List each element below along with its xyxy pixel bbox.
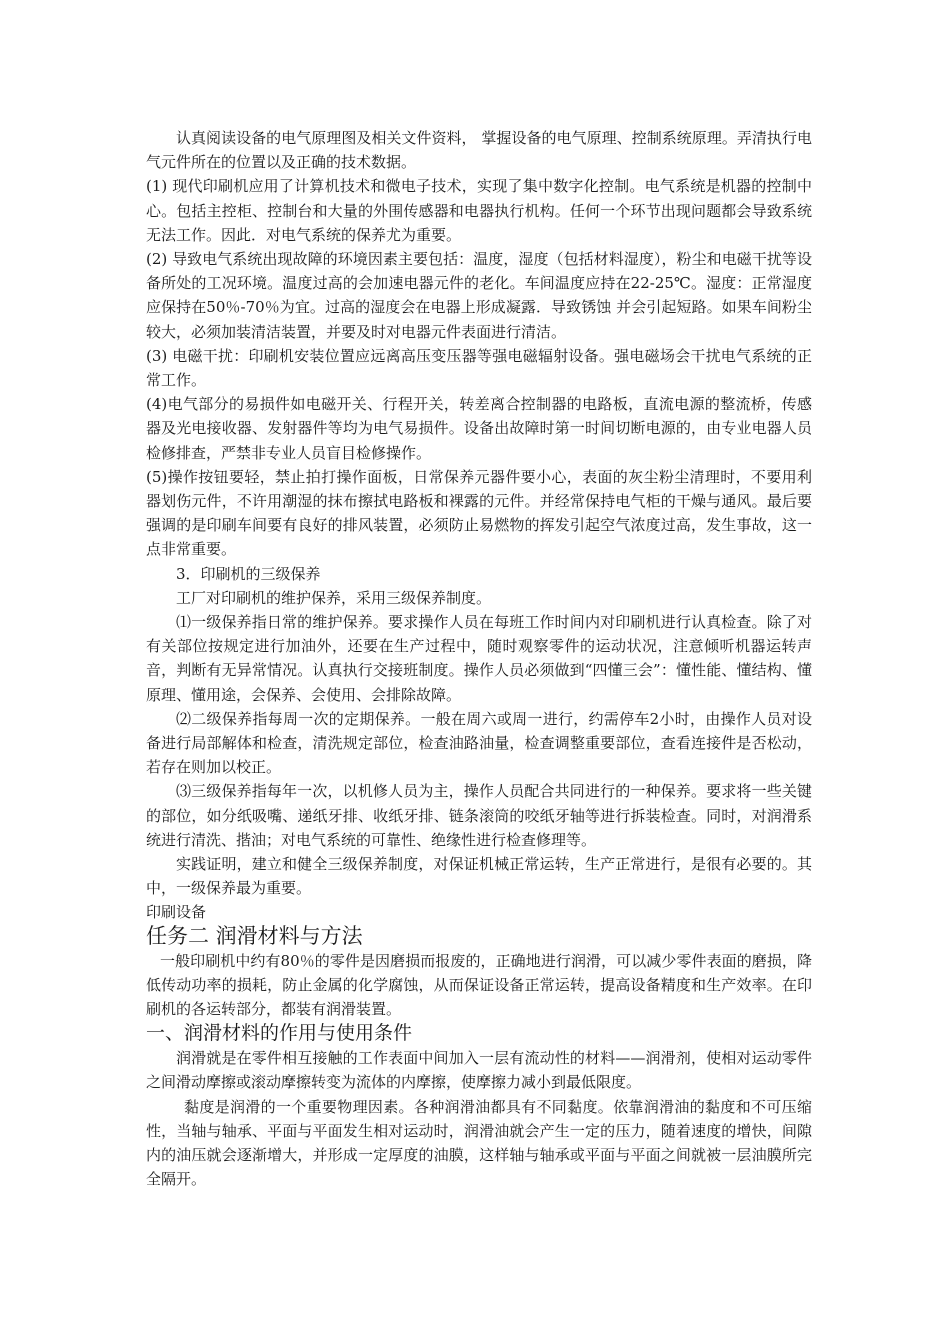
document-page [146,126,812,1191]
paragraph: 一般印刷机中约有80％的零件是因磨损而报废的，正确地进行润滑，可以减少零件表面的磨损，降低传动功率的损耗，防止金属的化学腐蚀，从而保证设备正常运转，提高设备精度和生产效率。在印刷机的各运转部分，都装有润滑装置。 [146,951,812,1018]
paragraph: 黏度是润滑的一个重要物理因素。各种润滑油都具有不同黏度。依靠润滑油的黏度和不可压缩性，当轴与轴承、平面与平面发生相对运动时，润滑油就会产生一定的压力，随着速度的增快，间隙内的油压就会逐渐增大，并形成一定厚度的油膜，这样轴与轴承或平面与平面之间就被一层油膜所完全隔开。 [146,1097,812,1189]
paragraph: 实践证明，建立和健全三级保养制度，对保证机械正常运转，生产正常进行，是很有必要的。其中，一级保养最为重要。 [146,855,812,898]
sub-heading: 一、润滑材料的作用与使用条件 [146,1022,413,1045]
paragraph: (1) 现代印刷机应用了计算机技术和微电子技术，实现了集中数字化控制。电气系统是机器的控制中心。包括主控柜、控制台和大量的外围传感器和电器执行机构。任何一个环节出现问题都会导致系统无法工作。因此．对电气系统的保养尤为重要。 [146,177,812,244]
section-heading: 3．印刷机的三级保养 [176,564,321,583]
paragraph: (2) 导致电气系统出现故障的环境因素主要包括：温度，湿度（包括材料湿度），粉尘和电磁干扰等设备所处的工况环境。温度过高的会加速电器元件的老化。车间温度应持在22-25℃。湿度：正常湿度应保持在50％-70％为宜。过高的湿度会在电器上形成凝露．导致锈蚀 并会引起短路。如果车间粉尘较大，必须加装清洁装置，并要及时对电器元件表面进行清洁。 [146,250,812,341]
paragraph: 认真阅读设备的电气原理图及相关文件资料， 掌握设备的电气原理、控制系统原理。弄清执行电气元件所在的位置以及正确的技术数据。 [146,129,812,172]
list-item: ⑶三级保养指每年一次，以机修人员为主，操作人员配合共同进行的一种保养。要求将一些关键的部位，如分纸吸嘴、递纸牙排、收纸牙排、链条滚筒的咬纸牙轴等进行拆装检查。同时，对润滑系统进行清洗、揩油；对电气系统的可靠性、绝缘性进行检查修理等。 [146,782,812,849]
paragraph: 润滑就是在零件相互接触的工作表面中间加入一层有流动性的材料——润滑剂，使相对运动零件之间滑动摩擦或滚动摩擦转变为流体的内摩擦，使摩擦力减小到最低限度。 [146,1049,812,1092]
list-item: ⑴一级保养指日常的维护保养。要求操作人员在每班工作时间内对印刷机进行认真检查。除了对有关部位按规定进行加油外，还要在生产过程中，随时观察零件的运动状况，注意倾听机器运转声音，判断有无异常情况。认真执行交接班制度。操作人员必须做到“四懂三会”：懂性能、懂结构、懂原理、懂用途，会保养、会使用、会排除故障。 [146,613,812,704]
paragraph: (3) 电磁干扰：印刷机安装位置应远离高压变压器等强电磁辐射设备。强电磁场会干扰电气系统的正常工作。 [146,346,812,390]
list-item: ⑵二级保养指每周一次的定期保养。一般在周六或周一进行，约需停车2小时，由操作人员对设备进行局部解体和检查，清洗规定部位，检查油路油量，检查调整重要部位，查看连接件是否松动，若存在则加以校正。 [146,709,812,777]
paragraph: 工厂对印刷机的维护保养，采用三级保养制度。 [176,588,492,607]
task-title: 任务二 润滑材料与方法 [146,923,363,948]
section-label: 印刷设备 [146,902,207,921]
paragraph: (4)电气部分的易损件如电磁开关、行程开关，转差离合控制器的电路板，直流电源的整流桥，传感器及光电接收器、发射器件等均为电气易损件。设备出故障时第一时间切断电源的，由专业电器人员检修排查，严禁非专业人员盲目检修操作。 [146,395,812,462]
paragraph: (5)操作按钮要轻，禁止拍打操作面板，日常保养元器件要小心，表面的灰尘粉尘清理时，不要用利器划伤元件，不许用潮湿的抹布擦拭电路板和裸露的元件。并经常保持电气柜的干燥与通风。最后要强调的是印刷车间要有良好的排风装置，必须防止易燃物的挥发引起空气浓度过高，发生事故，这一点非常重要。 [146,467,812,559]
